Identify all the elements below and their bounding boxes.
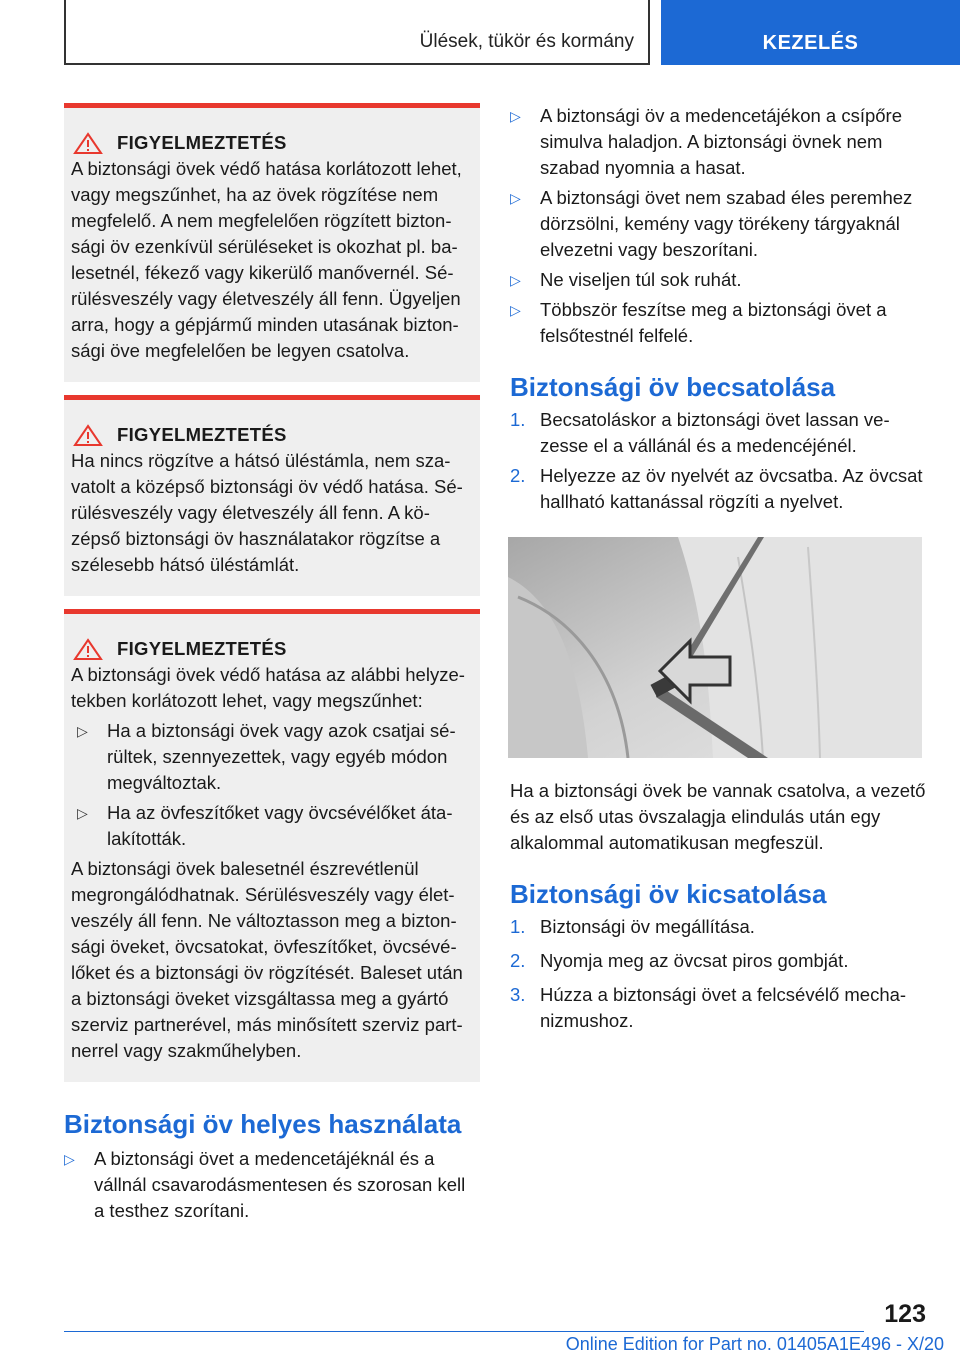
warning-text: Ha nincs rögzítve a hátsó üléstámla, nem szavatolt a középső biztonsági öv védő hatása. Sérülésveszély vagy életveszély áll fenn. A középső biztonsági öv használatakor rögzítse a szélesebb hátsó üléstámlát.	[71, 450, 463, 575]
list-item: ▷ Ne viseljen túl sok ruhát.	[510, 267, 930, 293]
triangle-bullet-icon: ▷	[77, 723, 88, 739]
step-item: 3. Húzza a biztonsági övet a felcsévélő mechanizmushoz.	[510, 982, 930, 1034]
warning-title: FIGYELMEZTETÉS	[117, 132, 287, 153]
warning-box-2	[64, 395, 480, 596]
triangle-bullet-icon: ▷	[510, 108, 521, 124]
step-number: 2.	[510, 950, 526, 971]
warning-triangle-icon	[73, 132, 103, 154]
warning-title: FIGYELMEZTETÉS	[117, 638, 287, 659]
triangle-bullet-icon: ▷	[510, 302, 521, 318]
footer-edition: Online Edition for Part no. 01405A1E496 - X/20	[565, 1334, 944, 1354]
step-number: 2.	[510, 465, 526, 486]
header-section-box	[64, 0, 650, 65]
right-column	[510, 103, 930, 1034]
step-item: 2. Nyomja meg az övcsat piros gombját.	[510, 948, 930, 974]
list-item: ▷ Ha az övfeszítőket vagy övcsévélőket átalakították.	[77, 800, 470, 852]
section-heading-unfastening: Biztonsági öv kicsatolása	[510, 879, 827, 909]
warning-outro: A biztonsági övek balesetnél észrevétlenül megrongálódhatnak. Sérülésveszély vagy életveszély áll fenn. Ne változtasson meg a biztonsági öveket, övcsatokat, övfeszítőket, övcsévélőket és a biztonsági öv rögzítését. Baleset után a biztonsági öveket vizsgáltassa meg a gyártó szerviz partnerével, más minősített szerviz partnerrel vagy szakműhelyben.	[71, 858, 463, 1061]
footer-divider	[64, 1331, 864, 1332]
step-item: 1. Becsatoláskor a biztonsági övet lassan vezesse el a vállánál és a medencéjénél.	[510, 407, 930, 459]
step-item: 2. Helyezze az öv nyelvét az övcsatba. Az övcsat hallható kattanással rögzíti a nyelvet.	[510, 463, 930, 515]
fastening-note: Ha a biztonsági övek be vannak csatolva, a vezető és az első utas övszalagja elindulás után egy alkalommal automatikusan megfeszül.	[510, 780, 926, 853]
step-number: 1.	[510, 916, 526, 937]
warning-box-3	[64, 609, 480, 1082]
triangle-bullet-icon: ▷	[510, 190, 521, 206]
step-number: 1.	[510, 409, 526, 430]
warning-text: A biztonsági övek védő hatása korlátozott lehet, vagy megszűnhet, ha az övek rögzítése nem megfelelő. A nem megfelelően rögzített biztonsági öv ezenkívül sérüléseket is okozhat pl. balesetnél, fékező vagy kikerülő manővernél. Sérülésveszély vagy életveszély áll fenn. Ügyeljen arra, hogy a gépjármű minden utasának biztonsági öve megfelelően be legyen csatolva.	[71, 158, 462, 361]
warning-triangle-icon	[73, 424, 103, 446]
list-item: ▷ A biztonsági övet a medencetájéknál és a vállnál csavarodásmentesen és szorosan kell a testhez szorítani.	[64, 1146, 480, 1224]
triangle-bullet-icon: ▷	[77, 805, 88, 821]
section-title: Ülések, tükör és kormány	[419, 31, 634, 52]
warning-box-1	[64, 103, 480, 382]
list-item: ▷ Ha a biztonsági övek vagy azok csatjai sérültek, szennyezettek, vagy egyéb módon megváltoztak.	[77, 718, 470, 796]
warning-intro: A biztonsági övek védő hatása az alábbi helyzetekben korlátozott lehet, vagy megszűnhet:	[71, 664, 465, 711]
list-item: ▷ A biztonsági öv a medencetájékon a csípőre simulva haladjon. A biztonsági övnek nem szabad nyomnia a hasat.	[510, 103, 930, 181]
seat-belt-photo	[508, 537, 922, 758]
left-column	[64, 103, 480, 1224]
list-item: ▷ Többször feszítse meg a biztonsági övet a felsőtestnél felfelé.	[510, 297, 930, 349]
section-heading-fastening: Biztonsági öv becsatolása	[510, 372, 836, 402]
warning-triangle-icon	[73, 638, 103, 660]
section-heading-proper-use: Biztonsági öv helyes használata	[64, 1109, 462, 1139]
chapter-tab	[661, 0, 960, 65]
triangle-bullet-icon: ▷	[510, 272, 521, 288]
page-number: 123	[884, 1300, 926, 1328]
step-item: 1. Biztonsági öv megállítása.	[510, 914, 930, 940]
warning-title: FIGYELMEZTETÉS	[117, 424, 287, 445]
step-number: 3.	[510, 984, 526, 1005]
list-item: ▷ A biztonsági övet nem szabad éles peremhez dörzsölni, kemény vagy törékeny tárgyaknál elvezetni vagy beszorítani.	[510, 185, 930, 263]
chapter-title: KEZELÉS	[762, 32, 859, 54]
triangle-bullet-icon: ▷	[64, 1151, 75, 1167]
